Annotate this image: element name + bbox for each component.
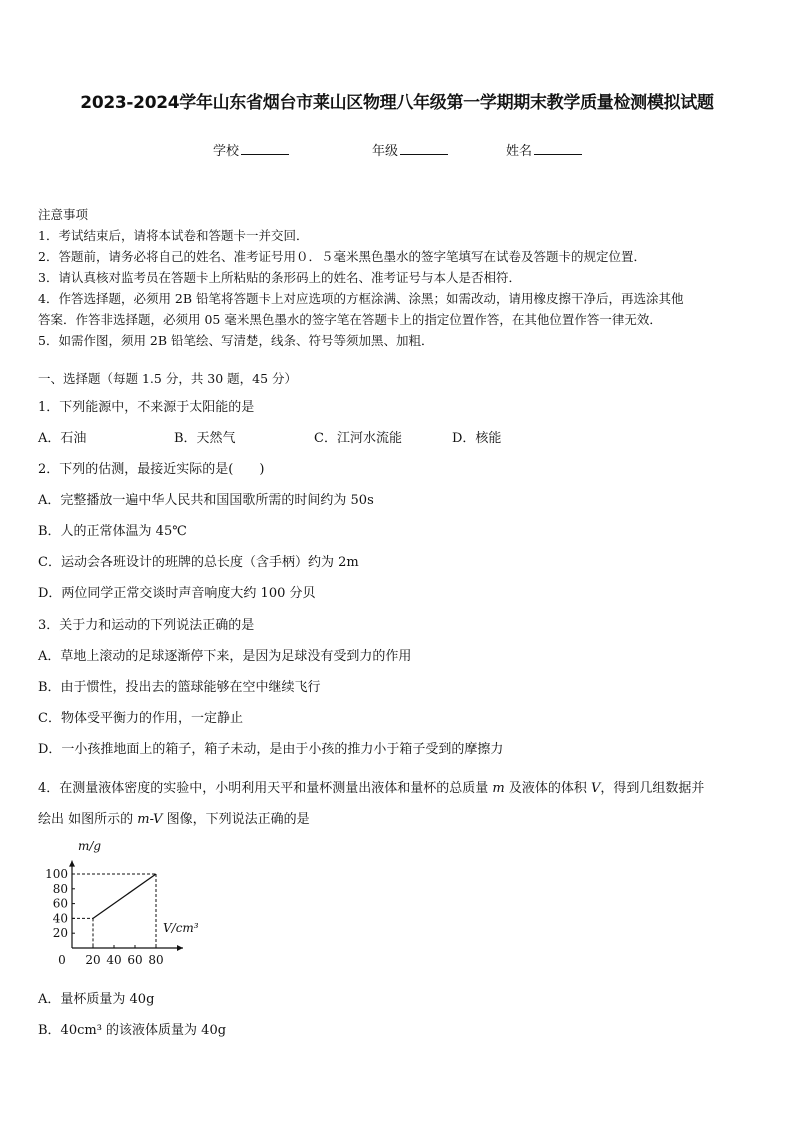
x-axis-label: V/cm³ (163, 921, 199, 935)
question-2-option-d: D．两位同学正常交谈时声音响度大约 100 分贝 (38, 586, 316, 601)
graph-axes (69, 861, 183, 951)
grade-label: 年级 (372, 144, 399, 159)
q4-text: 及液体的体积 (504, 781, 591, 796)
x-tick-label: 80 (148, 953, 164, 967)
m-v-graph (38, 838, 238, 973)
section-title: 一、选择题（每题 1.5 分，共 30 题，45 分） (38, 371, 298, 386)
x-tick-label: 0 (58, 953, 66, 967)
q4-text: 图像，下列说法正确的是 (162, 812, 310, 827)
option-c: C．江河水流能 (314, 431, 402, 446)
q4-var-v: V (591, 781, 601, 796)
q4-var-m: m (492, 781, 505, 796)
question-4-option-b: B．40cm³ 的该液体质量为 40g (38, 1023, 227, 1038)
notice-item: 5．如需作图，须用 2B 铅笔绘、写清楚，线条、符号等须加黑、加粗． (38, 333, 434, 348)
y-tick-label: 80 (52, 881, 68, 896)
question-4-stem-line1 (38, 777, 704, 796)
question-3-stem: 3．关于力和运动的下列说法正确的是 (38, 618, 255, 633)
graph-series (93, 874, 156, 918)
notice-block (38, 204, 758, 351)
question-1-stem: 1．下列能源中，不来源于太阳能的是 (38, 400, 255, 415)
name-label: 姓名 (506, 144, 533, 159)
notice-item: 4．作答选择题，必须用 2B 铅笔将答题卡上对应选项的方框涂满、涂黑；如需改动，请用橡皮擦干净后，再选涂其他 (38, 291, 684, 306)
question-4-option-a: A．量杯质量为 40g (38, 992, 155, 1007)
school-blank (241, 142, 289, 155)
option-d: D．核能 (452, 431, 502, 446)
school-field (213, 140, 289, 159)
graph-guides (72, 874, 156, 948)
x-tick-label: 40 (106, 953, 122, 967)
question-2-option-b: B．人的正常体温为 45℃ (38, 524, 187, 539)
question-4-stem-line2 (38, 808, 310, 827)
y-tick-label: 100 (45, 867, 68, 881)
question-3-option-a: A．草地上滚动的足球逐渐停下来，是因为足球没有受到力的作用 (38, 649, 412, 664)
graph-tick-labels (45, 867, 164, 967)
name-blank (534, 142, 582, 155)
name-field (506, 140, 582, 159)
question-2-stem: 2．下列的估测，最接近实际的是( ) (38, 462, 265, 477)
y-axis-arrow (69, 861, 75, 867)
q4-var-mv: m-V (137, 812, 163, 827)
grade-blank (400, 142, 448, 155)
question-3-option-c: C．物体受平衡力的作用，一定静止 (38, 711, 243, 726)
x-tick-label: 60 (127, 953, 143, 967)
notice-item: 1．考试结束后，请将本试卷和答题卡一并交回． (38, 228, 309, 243)
page-title: 2023-2024学年山东省烟台市莱山区物理八年级第一学期期末教学质量检测模拟试题 (80, 93, 714, 113)
question-3-option-d: D．一小孩推地面上的箱子，箱子未动，是由于小孩的推力小于箱子受到的摩擦力 (38, 742, 504, 757)
question-3-option-b: B．由于惯性，投出去的篮球能够在空中继续飞行 (38, 680, 321, 695)
x-tick-label: 20 (85, 953, 101, 967)
y-tick-label: 60 (52, 896, 68, 911)
option-a: A．石油 (38, 431, 87, 446)
q4-text: 4．在测量液体密度的实验中，小明利用天平和量杯测量出液体和量杯的总质量 (38, 781, 493, 796)
notice-item: 3．请认真核对监考员在答题卡上所粘贴的条形码上的姓名、准考证号与本人是否相符． (38, 270, 521, 285)
series-line (93, 874, 156, 918)
q4-text: 绘出 如图所示的 (38, 812, 138, 827)
grade-field (372, 140, 448, 159)
notice-item: 2．答题前，请务必将自己的姓名、准考证号用０．５毫米黑色墨水的签字笔填写在试卷及答题卡的规定位置． (38, 249, 646, 264)
school-label: 学校 (213, 144, 240, 159)
notice-item: 答案．作答非选择题，必须用 05 毫米黑色墨水的签字笔在答题卡上的指定位置作答，在其他位置作答一律无效． (38, 312, 662, 327)
y-tick-label: 40 (52, 911, 68, 926)
question-2-option-c: C．运动会各班设计的班牌的总长度（含手柄）约为 2m (38, 555, 359, 570)
y-tick-label: 20 (52, 926, 68, 941)
option-b: B．天然气 (174, 431, 236, 446)
y-axis-label: m/g (78, 839, 102, 853)
question-2-option-a: A．完整播放一遍中华人民共和国国歌所需的时间约为 50s (38, 493, 374, 508)
q4-text: ，得到几组数据并 (600, 781, 705, 796)
notice-heading: 注意事项 (38, 207, 89, 222)
x-axis-arrow (177, 945, 183, 951)
